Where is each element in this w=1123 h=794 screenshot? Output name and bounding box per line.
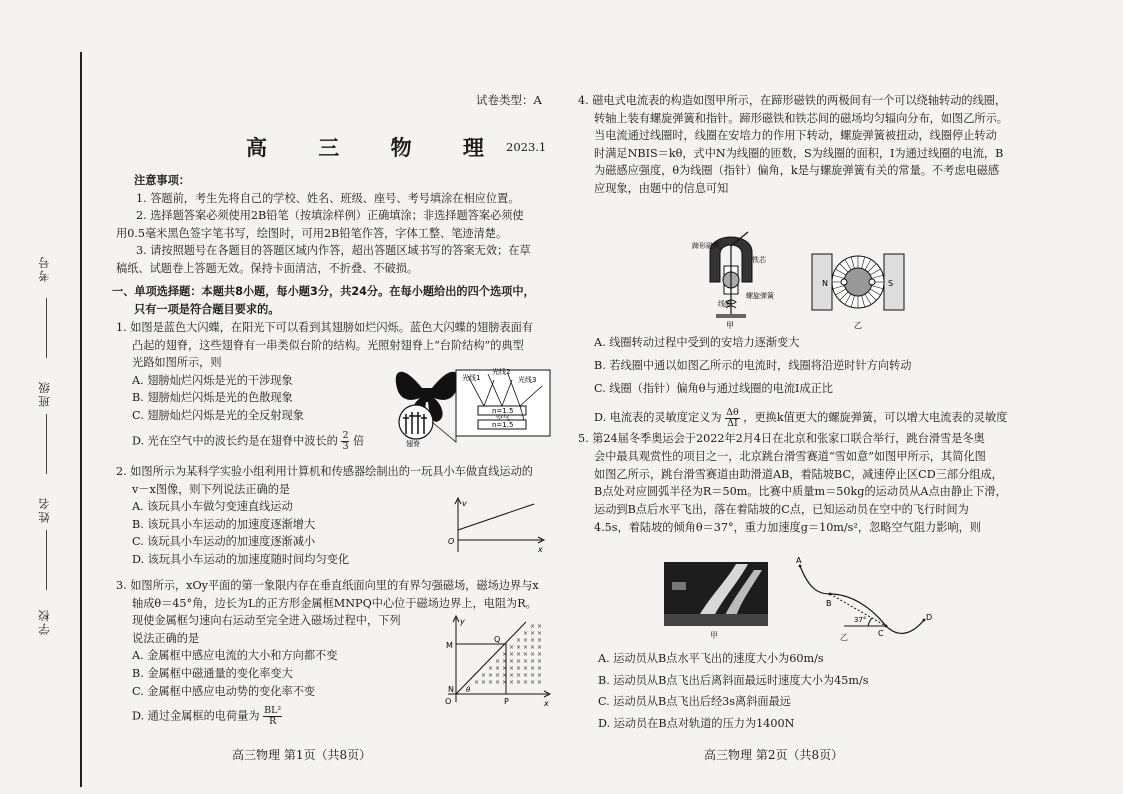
notes-line: 2. 选择题答案必须使用2B铅笔（按填涂样例）正确填涂；非选择题答案必须使 [136,209,524,223]
pole-label-n: N [822,279,828,288]
option-d [116,706,539,727]
field-cross-mark: × [516,637,522,644]
label-coil: 线圈 [718,300,732,308]
field-cross-mark: × [509,679,515,686]
field-cross-mark: × [530,672,536,679]
vertex-label-n: N [448,685,454,694]
fraction [341,431,349,452]
field-cross-mark: × [502,658,508,665]
question-stem: v－x图像，则下列说法正确的是 [132,482,291,496]
field-cross-mark: × [495,665,501,672]
fraction-denominator: R [269,716,277,728]
field-cross-mark: × [537,651,543,658]
field-cross-mark: × [530,658,536,665]
field-cross-mark: × [502,665,508,672]
notes-line: 1. 答题前，考生先将自己的学校、姓名、班级、座号、考号填涂在相应位置。 [136,191,520,205]
field-cross-mark: × [523,630,529,637]
v-x-graph-figure [444,496,548,556]
margin-label-class: 班级 [37,380,51,407]
ski-track-diagram [790,556,940,640]
field-cross-mark: × [516,665,522,672]
option-d-suffix: 倍 [353,434,365,448]
point-label-b: B [826,599,832,608]
field-cross-mark: × [509,644,515,651]
page-footer-left: 高三物理 第1页（共8页） [232,748,372,762]
field-cross-mark: × [488,672,494,679]
question-stem: 4. 磁电式电流表的构造如图甲所示，在蹄形磁铁的两极间有一个可以绕轴转动的线圈， [578,94,1007,107]
notes-line: 稿纸、试题卷上答题无效。保持卡面清洁，不折叠、不破损。 [116,261,419,275]
field-cross-mark: × [523,637,529,644]
binding-line [80,52,82,787]
field-cross-mark: × [523,644,529,651]
label-jia: 甲 [726,321,734,330]
option-d: D. 该玩具小车运动的加速度随时间均匀变化 [132,552,350,566]
field-cross-mark: × [523,651,529,658]
option-b: B. 运动员从B点飞出后离斜面最远时速度大小为45m/s [598,673,869,687]
question-stem: 应现象，由题中的信息可知 [594,181,729,195]
paper-type: 试卷类型：A [476,93,542,107]
margin-blank-line [46,530,47,590]
fig-ray2-label: 光线2 [492,368,511,376]
field-cross-mark: × [530,679,536,686]
vertex-label-m: M [446,641,453,650]
origin-label: O [445,697,452,706]
fraction-numerator: Δθ [726,406,739,418]
fraction-numerator: 2 [342,429,349,441]
option-c: C. 运动员从B点飞出后经3s离斜面最远 [598,695,791,708]
section-heading-line: 只有一项是符合题目要求的。 [134,302,280,316]
question-stem: 为磁感应强度，θ为线圈（指针）偏角，k是与螺旋弹簧有关的常量。不考虑电磁感 [594,164,1000,178]
option-c: C. 翅膀灿烂闪烁是光的全反射现象 [132,408,304,422]
question-4-options [578,331,1007,429]
axis-label-origin: O [448,537,455,546]
question-stem: 4.5s，着陆坡的倾角θ＝37°，重力加速度g＝10m/s²，忽略空气阻力影响，则 [594,520,981,534]
field-cross-mark: × [530,637,536,644]
field-cross-mark: × [488,665,494,672]
notes-block [116,172,556,278]
question-stem: 如图乙所示，跳台滑雪赛道由助滑道AB，着陆坡BC，减速停止区CD三部分组成， [594,467,1003,481]
fig-n2-label: n=1.5 [492,421,514,429]
field-cross-mark: × [516,658,522,665]
axis-label-x: x [544,699,549,708]
label-jia: 甲 [710,631,718,640]
option-b: B. 若线圈中通以如图乙所示的电流时，线圈将沿逆时针方向转动 [594,359,912,372]
question-stem: 凸起的翅脊，这些翅脊有一串类似台阶的结构。光照射翅脊上“台阶结构”的典型 [132,338,524,352]
question-stem: 3. 如图所示，xOy平面的第一象限内存在垂直纸面向里的有界匀强磁场，磁场边界与x [116,579,539,592]
question-5-options [578,648,868,734]
margin-label-name: 姓名 [37,496,51,523]
field-cross-mark: × [523,658,529,665]
option-d-text: D. 电流表的灵敏度定义为 [594,411,722,424]
question-stem: 会中最具观赏性的项目之一，北京跳台滑雪赛道“雪如意”如图甲所示，其简化图 [594,449,986,463]
fig-n1-label: n=1.5 [492,407,514,415]
field-cross-mark: × [537,630,543,637]
field-cross-mark: × [488,679,494,686]
galvanometer-figure-yi [808,246,908,332]
option-a: A. 线圈转动过程中受到的安培力逐渐变大 [594,336,800,349]
field-cross-mark: × [516,644,522,651]
label-yi: 乙 [840,633,848,642]
field-cross-mark: × [537,665,543,672]
notes-heading: 注意事项： [134,174,190,187]
fig-ray3-label: 光线3 [518,376,537,384]
field-cross-mark: × [509,665,515,672]
label-core: 铁芯 [752,256,766,264]
field-cross-mark: × [495,679,501,686]
question-stem: 2. 如图所示为某科学实验小组利用计算机和传感器绘制出的一玩具小车做直线运动的 [116,465,533,478]
option-a: A. 运动员从B点水平飞出的速度大小为60m/s [598,652,824,665]
pole-label-s: S [888,279,894,288]
question-stem: 转轴上装有螺旋弹簧和指针。蹄形磁铁和铁芯间的磁场均匀辐向分布，如图乙所示。 [594,111,1008,125]
label-magnet: 蹄形磁铁 [692,242,720,250]
fraction-numerator: BL² [264,705,282,717]
margin-label-school: 学校 [37,608,51,635]
field-cross-mark: × [523,672,529,679]
option-b: B. 翅膀灿烂闪烁是光的色散现象 [132,391,293,405]
vertex-label-p: P [504,697,509,706]
section-heading [112,283,535,318]
field-cross-mark: × [516,651,522,658]
notes-line: 3. 请按照题号在各题目的答题区域内作答，超出答题区域书写的答案无效；在草 [136,244,531,258]
fraction [725,408,740,429]
field-cross-mark: × [537,644,543,651]
option-d-suffix: ，更换k值更大的螺旋弹簧，可以增大电流表的灵敏度 [743,411,1008,424]
fig-air-label: 空气 [496,414,510,422]
page-footer-right: 高三物理 第2页（共8页） [704,748,844,762]
field-cross-mark: × [509,672,515,679]
galvanometer-figure-jia [690,226,794,330]
exam-date: 2023.1 [506,140,547,154]
option-c: C. 该玩具小车运动的加速度逐渐减小 [132,535,316,549]
option-d: D. 运动员在B点对轨道的压力为1400N [598,716,795,730]
option-b: B. 该玩具小车运动的加速度逐渐增大 [132,517,316,531]
fraction-denominator: 3 [342,440,349,452]
field-cross-mark: × [509,658,515,665]
question-stem: 当电流通过线圈时，线圈在安培力的作用下转动，螺旋弹簧被扭动，线圈停止转动 [594,129,997,143]
field-cross-mark: × [537,658,543,665]
fraction-denominator: ΔI [727,417,738,429]
option-c: C. 金属框中感应电动势的变化率不变 [132,684,316,698]
field-cross-mark: × [502,679,508,686]
question-stem: 说法正确的是 [132,631,200,645]
field-cross-mark: × [530,644,536,651]
field-cross-mark: × [537,672,543,679]
axis-label-y: y [460,617,465,626]
margin-label-student-id: 考号 [37,255,51,282]
question-5 [578,430,1007,537]
question-stem: 轴成θ＝45°角，边长为L的正方形金属框MNPQ中心位于磁场边界上，电阻为R。 [132,596,537,610]
field-cross-mark: × [516,672,522,679]
point-label-d: D [926,613,933,622]
option-c: C. 线圈（指针）偏角θ与通过线圈的电流I成正比 [594,382,833,395]
field-cross-mark: × [537,623,543,630]
fig-ray1-label: 光线1 [462,374,481,382]
field-cross-mark: × [530,651,536,658]
option-a: A. 翅膀灿烂闪烁是光的干涉现象 [132,373,293,387]
fig-ridge-label: 翅脊 [406,440,420,448]
magnetic-field-figure [440,614,552,708]
point-label-c: C [878,629,884,638]
angle-label: θ [466,686,471,694]
question-stem: 时满足NBIS＝kθ，式中N为线圈的匝数，S为线圈的面积，I为通过线圈的电流，B [594,146,1004,160]
axis-label-v: v [462,499,467,508]
field-cross-mark: × [530,623,536,630]
question-stem: 光路如图所示，则 [132,356,222,370]
field-cross-mark: × [537,637,543,644]
page-title: 高 三 物 理 [246,136,506,160]
label-yi: 乙 [854,321,862,330]
fraction [263,706,282,727]
angle-label: 37° [854,616,867,624]
field-cross-mark: × [516,679,522,686]
option-a: A. 金属框中感应电流的大小和方向都不变 [132,649,338,663]
option-b: B. 金属框中磁通量的变化率变大 [132,666,293,680]
field-cross-mark: × [481,679,487,686]
field-cross-mark: × [509,651,515,658]
question-stem: B点处对应圆弧半径为R＝50m。比赛中质量m＝50kg的运动员从A点由静止下滑， [594,485,1007,499]
field-cross-mark: × [537,679,543,686]
field-cross-mark: × [474,679,480,686]
ski-jump-photo [664,562,768,626]
option-d-text: D. 通过金属框的电荷量为 [132,709,260,723]
question-stem: 5. 第24届冬季奥运会于2022年2月4日在北京和张家口联合举行，跳台滑雪是冬奥 [578,432,985,445]
question-4 [578,92,1008,198]
field-cross-mark: × [530,630,536,637]
section-heading-line: 一、单项选择题：本题共8小题，每小题3分，共24分。在每小题给出的四个选项中， [112,285,535,298]
field-cross-mark: × [530,665,536,672]
margin-blank-line [46,414,47,474]
field-cross-mark: × [523,679,529,686]
axis-label-x: x [538,545,543,554]
notes-line: 用0.5毫米黑色签字笔书写，绘图时，可用2B铅笔作答，字体工整、笔迹清楚。 [116,226,508,240]
vertex-label-q: Q [494,635,501,644]
field-cross-mark: × [502,672,508,679]
option-d-text: D. 光在空气中的波长约是在翅脊中波长的 [132,434,338,448]
field-cross-mark: × [481,672,487,679]
option-d [578,406,1007,429]
field-cross-mark: × [523,665,529,672]
question-stem: 1. 如图是蓝色大闪蝶，在阳光下可以看到其翅膀如烂闪烁。蓝色大闪蝶的翅膀表面有 [116,321,533,334]
question-stem: 现使金属框匀速向右运动至完全进入磁场过程中，下列 [132,614,401,628]
field-cross-mark: × [495,672,501,679]
point-label-a: A [796,556,802,565]
question-stem: 运动到B点后水平飞出，落在着陆坡的C点，已知运动员在空中的飞行时间为 [594,503,969,517]
field-cross-mark: × [495,658,501,665]
label-spring: 螺旋弹簧 [746,292,774,300]
butterfly-optics-figure [392,358,552,450]
option-a: A. 该玩具小车做匀变速直线运动 [132,500,293,514]
margin-blank-line [46,298,47,358]
field-cross-mark: × [502,651,508,658]
